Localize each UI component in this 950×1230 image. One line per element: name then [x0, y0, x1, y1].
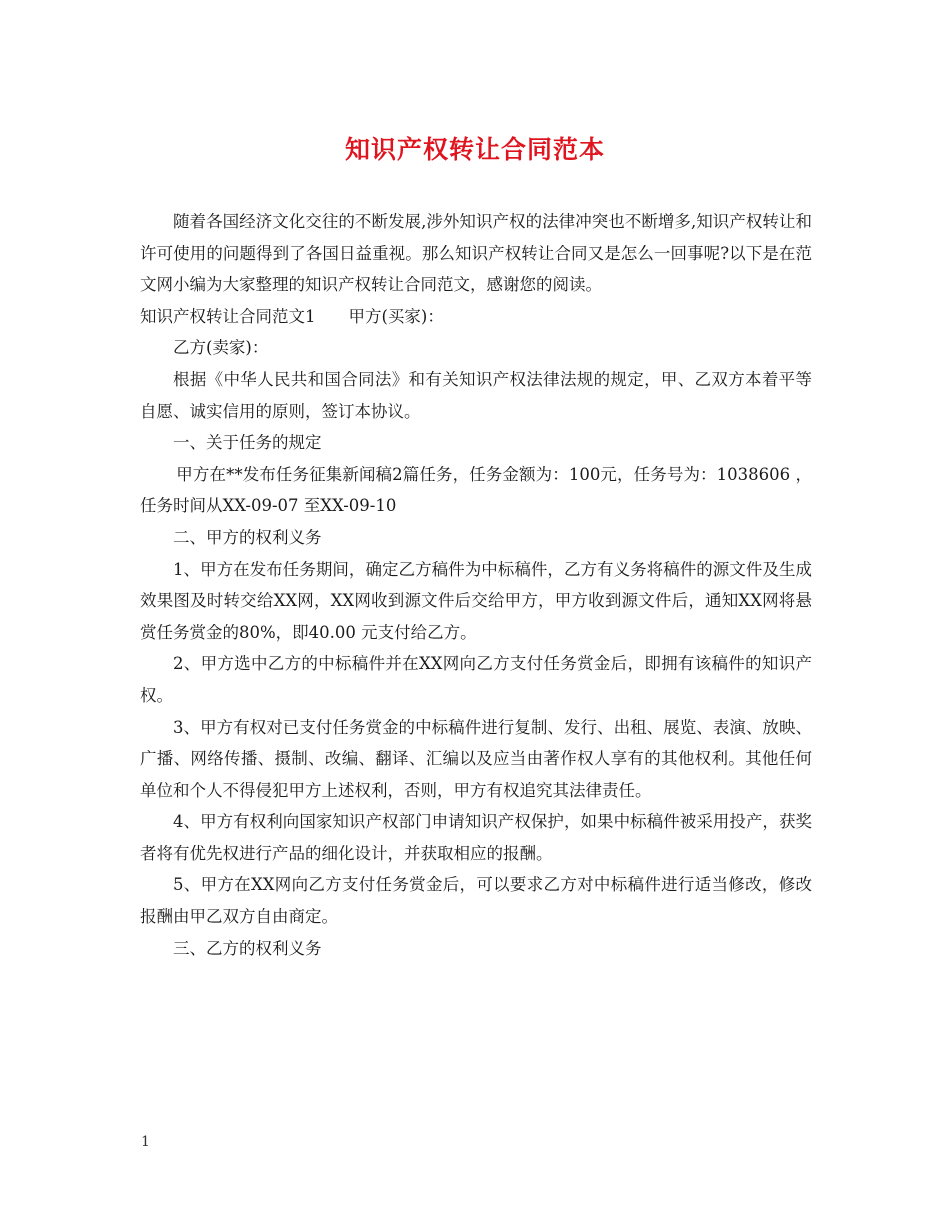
- clause-heading-1: 一、关于任务的规定: [173, 433, 322, 453]
- page-number: 1: [141, 1134, 150, 1150]
- clause-2-item-3: 3、甲方有权对已支付任务赏金的中标稿件进行复制、发行、出租、展览、表演、放映、广播、网络传播、摄制、改编、翻译、汇编以及应当由著作权人享有的其他权利。其他任何单位和个人不得侵犯甲方上述权利，否则，甲方有权追究其法律责任。: [140, 717, 812, 800]
- clause-heading-2: 二、甲方的权利义务: [173, 527, 322, 547]
- intro-paragraph: 随着各国经济文化交往的不断发展,涉外知识产权的法律冲突也不断增多,知识产权转让和许可使用的问题得到了各国日益重视。那么知识产权转让合同又是怎么一回事呢?以下是在范文网小编为大家整理的知识产权转让合同范文，感谢您的阅读。: [140, 212, 812, 295]
- clause-heading-3: 三、乙方的权利义务: [173, 938, 322, 958]
- document-title: 知识产权转让合同范本: [344, 135, 605, 164]
- clause-2-item-2: 2、甲方选中乙方的中标稿件并在XX网向乙方支付任务赏金后，即拥有该稿件的知识产权。: [140, 654, 812, 705]
- preamble-paragraph: 根据《中华人民共和国合同法》和有关知识产权法律法规的规定，甲、乙双方本着平等自愿、诚实信用的原则，签订本协议。: [140, 369, 812, 421]
- clause-2-item-4: 4、甲方有权利向国家知识产权部门申请知识产权保护，如果中标稿件被采用投产，获奖者将有优先权进行产品的细化设计，并获取相应的报酬。: [140, 812, 812, 863]
- document-body: [140, 206, 812, 964]
- clause-2-item-5: 5、甲方在XX网向乙方支付任务赏金后，可以要求乙方对中标稿件进行适当修改，修改报酬由甲乙双方自由商定。: [140, 875, 812, 927]
- section-heading-sample-1: 知识产权转让合同范文1 甲方(买家)：: [140, 306, 444, 326]
- task-paragraph: 甲方在**发布任务征集新闻稿2篇任务，任务金额为：100元，任务号为：1038606 ，任务时间从XX-09-07 至XX-09-10: [140, 464, 812, 516]
- party-b-line: 乙方(卖家)：: [173, 338, 269, 358]
- clause-2-item-1: 1、甲方在发布任务期间，确定乙方稿件为中标稿件，乙方有义务将稿件的源文件及生成效果图及时转交给XX网，XX网收到源文件后交给甲方，甲方收到源文件后，通知XX网将悬赏任务赏金的80%，即40.00 元支付给乙方。: [140, 559, 812, 642]
